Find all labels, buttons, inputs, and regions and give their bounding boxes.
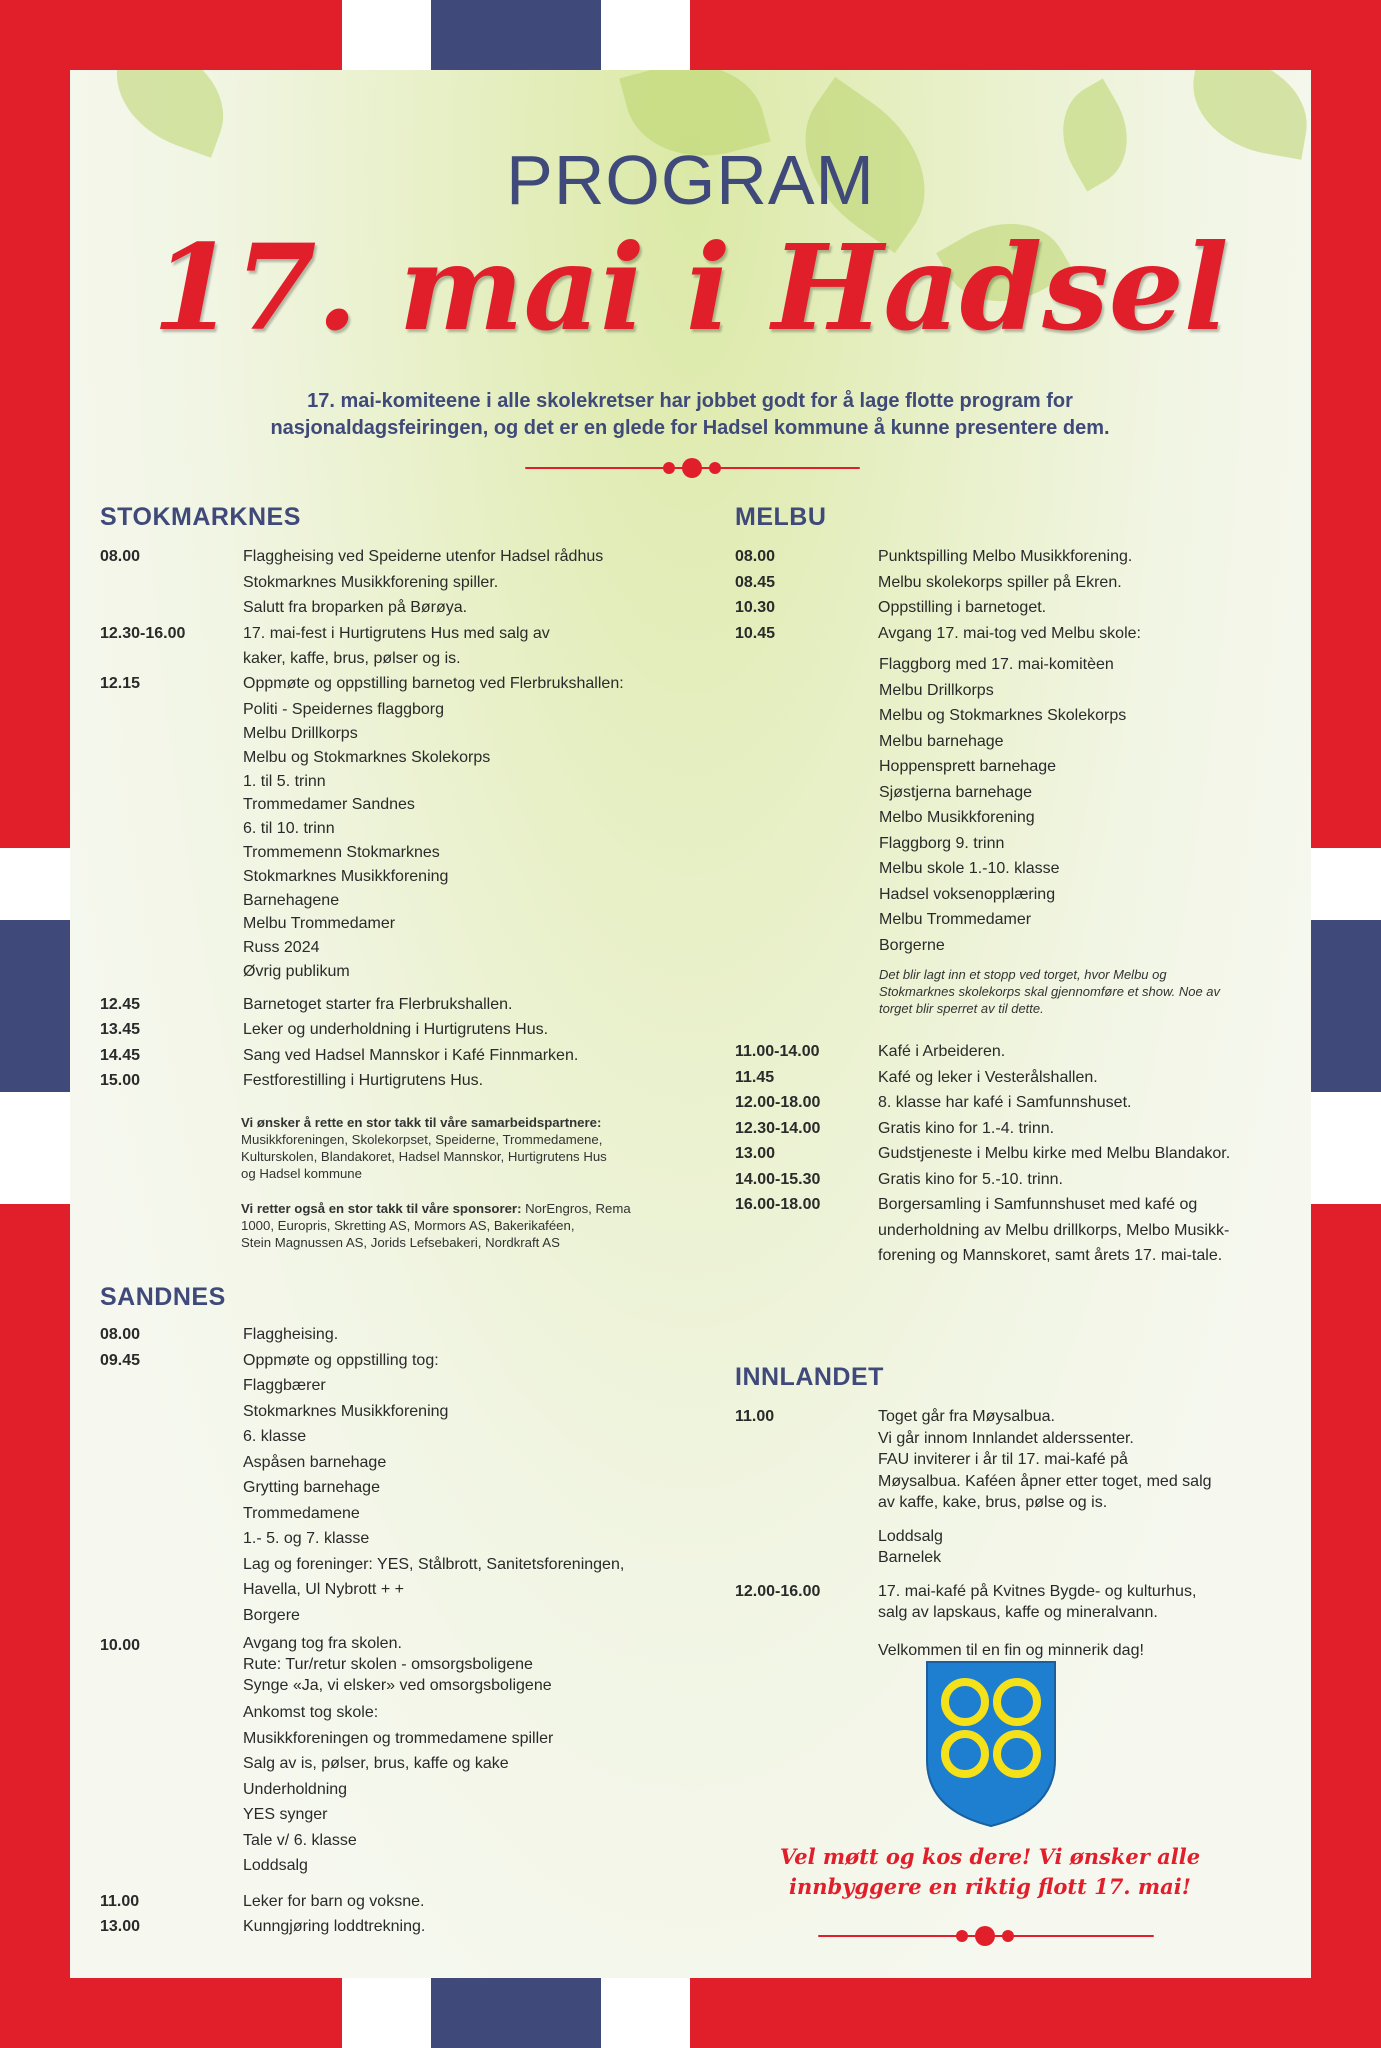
entry-line: Havella, Ul Nybrott + + [243, 1581, 404, 1598]
closing-line: innbyggere en riktig flott 17. mai! [789, 1874, 1191, 1899]
melbu-parade-list [735, 652, 1280, 958]
schedule-entry [100, 1348, 720, 1629]
schedule-entry [100, 1633, 720, 1879]
entry-line: Kafé i Arbeideren. [878, 1043, 1006, 1060]
entry-line: kaker, kaffe, brus, pølser og is. [243, 650, 461, 667]
schedule-entry [100, 544, 720, 621]
entry-time: 10.30 [735, 599, 776, 616]
entry-line: Melbu skolekorps spiller på Ekren. [878, 573, 1122, 591]
parade-item: Borgerne [879, 936, 945, 954]
entry-time: 12.00-16.00 [735, 1582, 821, 1600]
entry-line: Loddsalg [243, 1857, 308, 1874]
entry-line: Toget går fra Møysalbua. [878, 1408, 1055, 1425]
schedule-entry [735, 1192, 1280, 1269]
entry-time: 11.00 [735, 1408, 775, 1425]
closing-message [770, 1842, 1210, 1902]
entry-line: Grytting barnehage [243, 1479, 380, 1496]
schedule-innlandet [735, 1406, 1280, 1661]
schedule-entry [735, 595, 1280, 621]
entry-line: Melbu Drillkorps [243, 725, 358, 743]
entry-line: av kaffe, kake, brus, pølse og is. [878, 1494, 1108, 1511]
entry-time: 12.45 [100, 995, 141, 1013]
note-line: Stokmarknes skolekorps skal gjennomføre et show. Noe av [879, 984, 1221, 999]
entry-line: Lag og foreninger: YES, Stålbrott, Sanitetsforeningen, [243, 1555, 625, 1573]
schedule-entry [100, 1017, 720, 1043]
entry-line: Leker og underholdning i Hurtigrutens Hus. [243, 1021, 549, 1039]
entry-time: 08.00 [100, 1326, 141, 1343]
melbu-note [735, 966, 1280, 1017]
entry-line: Borgersamling i Samfunnshuset med kafé og [878, 1196, 1198, 1213]
entry-line: Oppmøte og oppstilling barnetog ved Flerbrukshallen: [243, 674, 624, 692]
thanks-line: og Hadsel kommune [241, 1166, 362, 1181]
entry-line: Sang ved Hadsel Mannskor i Kafé Finnmarken. [243, 1046, 579, 1064]
thanks-partners [241, 1114, 711, 1182]
entry-line: Trommemenn Stokmarknes [243, 844, 440, 862]
schedule-entry [100, 1322, 720, 1348]
entry-line: Oppstilling i barnetoget. [878, 599, 1047, 616]
schedule-entry [100, 1068, 720, 1094]
entry-time: 11.00-14.00 [735, 1043, 820, 1060]
entry-time: 13.45 [100, 1021, 141, 1039]
entry-line: Underholdning [243, 1780, 348, 1798]
entry-time: 09.45 [100, 1351, 141, 1369]
schedule-entry [735, 1039, 1280, 1065]
thanks-line: Musikkforeningen, Skolekorpset, Speiderne, Trommedamene, [241, 1132, 603, 1147]
entry-time: 14.00-15.30 [735, 1170, 821, 1188]
schedule-entry [735, 570, 1280, 596]
section-heading-stokmarknes: STOKMARKNES [100, 503, 301, 531]
schedule-entry [735, 621, 1280, 647]
intro-text [190, 388, 1190, 442]
schedule-entry [100, 992, 720, 1018]
parade-item: Melbo Musikkforening [879, 809, 1035, 826]
entry-line: Øvrig publikum [243, 963, 350, 981]
entry-line: Stokmarknes Musikkforening spiller. [243, 573, 499, 591]
intro-line: 17. mai-komiteene i alle skolekretser har jobbet godt for å lage flotte program for [307, 390, 1073, 412]
entry-time: 08.00 [735, 548, 776, 565]
entry-line: 8. klasse har kafé i Samfunnshuset. [878, 1094, 1132, 1111]
entry-line: Barnetoget starter fra Flerbrukshallen. [243, 995, 513, 1013]
entry-line: Borgere [243, 1606, 300, 1624]
hadsel-coat-of-arms-icon [925, 1660, 1057, 1828]
entry-line: YES synger [243, 1806, 328, 1823]
entry-line: Festforestilling i Hurtigrutens Hus. [243, 1072, 484, 1090]
entry-line: Stokmarknes Musikkforening [243, 867, 449, 885]
entry-time: 12.00-18.00 [735, 1094, 821, 1111]
schedule-stokmarknes [100, 544, 720, 1094]
entry-line: Rute: Tur/retur skolen - omsorgsboligene [243, 1656, 533, 1673]
entry-line: Flaggheising. [243, 1326, 339, 1343]
section-heading-melbu: MELBU [735, 503, 827, 531]
entry-line: Salg av is, pølser, brus, kaffe og kake [243, 1755, 509, 1772]
entry-line: underholdning av Melbu drillkorps, Melbo Musikk- [878, 1221, 1230, 1239]
entry-line: Aspåsen barnehage [243, 1453, 387, 1471]
extra-item: Loddsalg [878, 1527, 943, 1545]
schedule-sandnes [100, 1322, 720, 1940]
parade-item: Flaggborg med 17. mai-komitèen [879, 656, 1114, 673]
section-heading-sandnes: SANDNES [100, 1283, 226, 1311]
entry-line: Kunngjøring loddtrekning. [243, 1918, 426, 1935]
parade-item: Melbu barnehage [879, 732, 1004, 750]
entry-time: 12.30-16.00 [100, 624, 186, 642]
entry-line: Flaggbærer [243, 1377, 326, 1394]
program-poster [70, 70, 1311, 1978]
schedule-entry [735, 1167, 1280, 1193]
schedule-entry [735, 1116, 1280, 1142]
entry-line: Punktspilling Melbo Musikkforening. [878, 548, 1133, 565]
schedule-entry [100, 672, 720, 984]
page-title: 17. mai i Hadsel [152, 218, 1229, 357]
schedule-entry [100, 621, 720, 672]
entry-time: 14.45 [100, 1046, 141, 1064]
schedule-entry [735, 1090, 1280, 1116]
entry-line: 6. klasse [243, 1428, 307, 1445]
innlandet-extras [735, 1526, 1280, 1569]
thanks-line: Stein Magnussen AS, Jorids Lefsebakeri, Nordkraft AS [241, 1235, 560, 1250]
entry-line: Politi - Speidernes flaggborg [243, 701, 445, 719]
entry-line: Musikkforeningen og trommedamene spiller [243, 1729, 554, 1747]
welcome-text: Velkommen til en fin og minnerik dag! [878, 1641, 1144, 1659]
entry-time: 08.45 [735, 573, 776, 591]
entry-line: Flaggheising ved Speiderne utenfor Hadsel rådhus [243, 548, 604, 565]
entry-time: 12.15 [100, 674, 141, 692]
section-heading-innlandet: INNLANDET [735, 1363, 884, 1391]
entry-line: salg av lapskaus, kaffe og mineralvann. [878, 1604, 1158, 1621]
schedule-melbu [735, 544, 1280, 1269]
thanks-sponsors [241, 1200, 711, 1251]
parade-item: Hadsel voksenopplæring [879, 885, 1056, 903]
parade-item: Hoppensprett barnehage [879, 758, 1057, 775]
entry-line: Leker for barn og voksne. [243, 1892, 425, 1910]
parade-item: Melbu og Stokmarknes Skolekorps [879, 707, 1127, 724]
entry-time: 13.00 [100, 1918, 141, 1935]
schedule-entry [735, 544, 1280, 570]
entry-line: Ankomst tog skole: [243, 1704, 379, 1721]
entry-line: Møysalbua. Kaféen åpner etter toget, med salg [878, 1472, 1212, 1490]
entry-line: Barnehagene [243, 891, 340, 909]
entry-time: 10.45 [735, 624, 776, 642]
entry-time: 12.30-14.00 [735, 1119, 821, 1137]
thanks-line: 1000, Europris, Skretting AS, Mormors AS, Bakerikaféen, [241, 1218, 575, 1233]
entry-line: Vi går innom Innlandet alderssenter. [878, 1429, 1134, 1447]
entry-line: Stokmarknes Musikkforening [243, 1402, 449, 1420]
entry-line: 1.- 5. og 7. klasse [243, 1530, 370, 1547]
extra-item: Barnelek [878, 1549, 942, 1566]
entry-line: Gratis kino for 5.-10. trinn. [878, 1170, 1063, 1188]
schedule-entry [735, 1065, 1280, 1091]
entry-line: Avgang tog fra skolen. [243, 1635, 402, 1652]
entry-line: Avgang 17. mai-tog ved Melbu skole: [878, 624, 1141, 642]
parade-item: Melbu Trommedamer [879, 911, 1032, 928]
entry-time: 11.00 [100, 1892, 140, 1910]
entry-time: 08.00 [100, 548, 141, 565]
thanks-sponsors-heading: Vi retter også en stor takk til våre sponsorer: [241, 1201, 522, 1216]
entry-line: Gudstjeneste i Melbu kirke med Melbu Blandakor. [878, 1145, 1231, 1162]
entry-line: Trommedamer Sandnes [243, 796, 415, 814]
note-line: Det blir lagt inn et stopp ved torget, hvor Melbu og [879, 967, 1167, 982]
thanks-line: Kulturskolen, Blandakoret, Hadsel Mannskor, Hurtigrutens Hus [241, 1149, 607, 1164]
entry-line: 6. til 10. trinn [243, 820, 335, 838]
entry-line: Trommedamene [243, 1504, 360, 1522]
entry-line: Tale v/ 6. klasse [243, 1831, 357, 1849]
entry-line: Salutt fra broparken på Børøya. [243, 599, 468, 616]
entry-line: forening og Mannskoret, samt årets 17. mai-tale. [878, 1247, 1223, 1264]
schedule-entry [735, 1581, 1280, 1624]
entry-line: FAU inviterer i år til 17. mai-kafé på [878, 1451, 1128, 1468]
thanks-line: NorEngros, Rema [521, 1201, 631, 1216]
entry-line: Melbu Trommedamer [243, 915, 396, 933]
parade-item: Sjøstjerna barnehage [879, 783, 1032, 801]
entry-line: Russ 2024 [243, 939, 320, 957]
schedule-entry [100, 1043, 720, 1069]
entry-line: Synge «Ja, vi elsker» ved omsorgsboligene [243, 1677, 552, 1694]
parade-item: Melbu skole 1.-10. klasse [879, 860, 1060, 877]
schedule-entry [100, 1914, 720, 1940]
parade-item: Melbu Drillkorps [879, 681, 994, 699]
entry-time: 10.00 [100, 1637, 141, 1654]
schedule-entry [735, 1406, 1280, 1514]
entry-line: Oppmøte og oppstilling tog: [243, 1351, 439, 1369]
parade-item: Flaggborg 9. trinn [879, 834, 1005, 852]
entry-time: 16.00-18.00 [735, 1196, 821, 1213]
program-heading: PROGRAM [506, 141, 875, 219]
entry-line: 1. til 5. trinn [243, 772, 326, 790]
top-divider [525, 458, 860, 478]
intro-line: nasjonaldagsfeiringen, og det er en glede for Hadsel kommune å kunne presentere dem. [270, 417, 1110, 439]
schedule-entry [100, 1889, 720, 1915]
thanks-partners-heading: Vi ønsker å rette en stor takk til våre samarbeidspartnere: [241, 1115, 602, 1130]
entry-time: 13.00 [735, 1145, 776, 1162]
schedule-entry [735, 1141, 1280, 1167]
entry-line: Melbu og Stokmarknes Skolekorps [243, 748, 491, 766]
entry-line: 17. mai-fest i Hurtigrutens Hus med salg av [243, 624, 550, 642]
entry-time: 11.45 [735, 1068, 775, 1086]
entry-line: Gratis kino for 1.-4. trinn. [878, 1119, 1055, 1137]
note-line: torget blir sperret av til dette. [879, 1001, 1044, 1016]
bottom-divider [818, 1926, 1154, 1946]
entry-line: 17. mai-kafé på Kvitnes Bygde- og kulturhus, [878, 1582, 1197, 1600]
entry-time: 15.00 [100, 1072, 141, 1090]
closing-line: Vel møtt og kos dere! Vi ønsker alle [779, 1844, 1201, 1869]
entry-line: Kafé og leker i Vesterålshallen. [878, 1068, 1098, 1086]
